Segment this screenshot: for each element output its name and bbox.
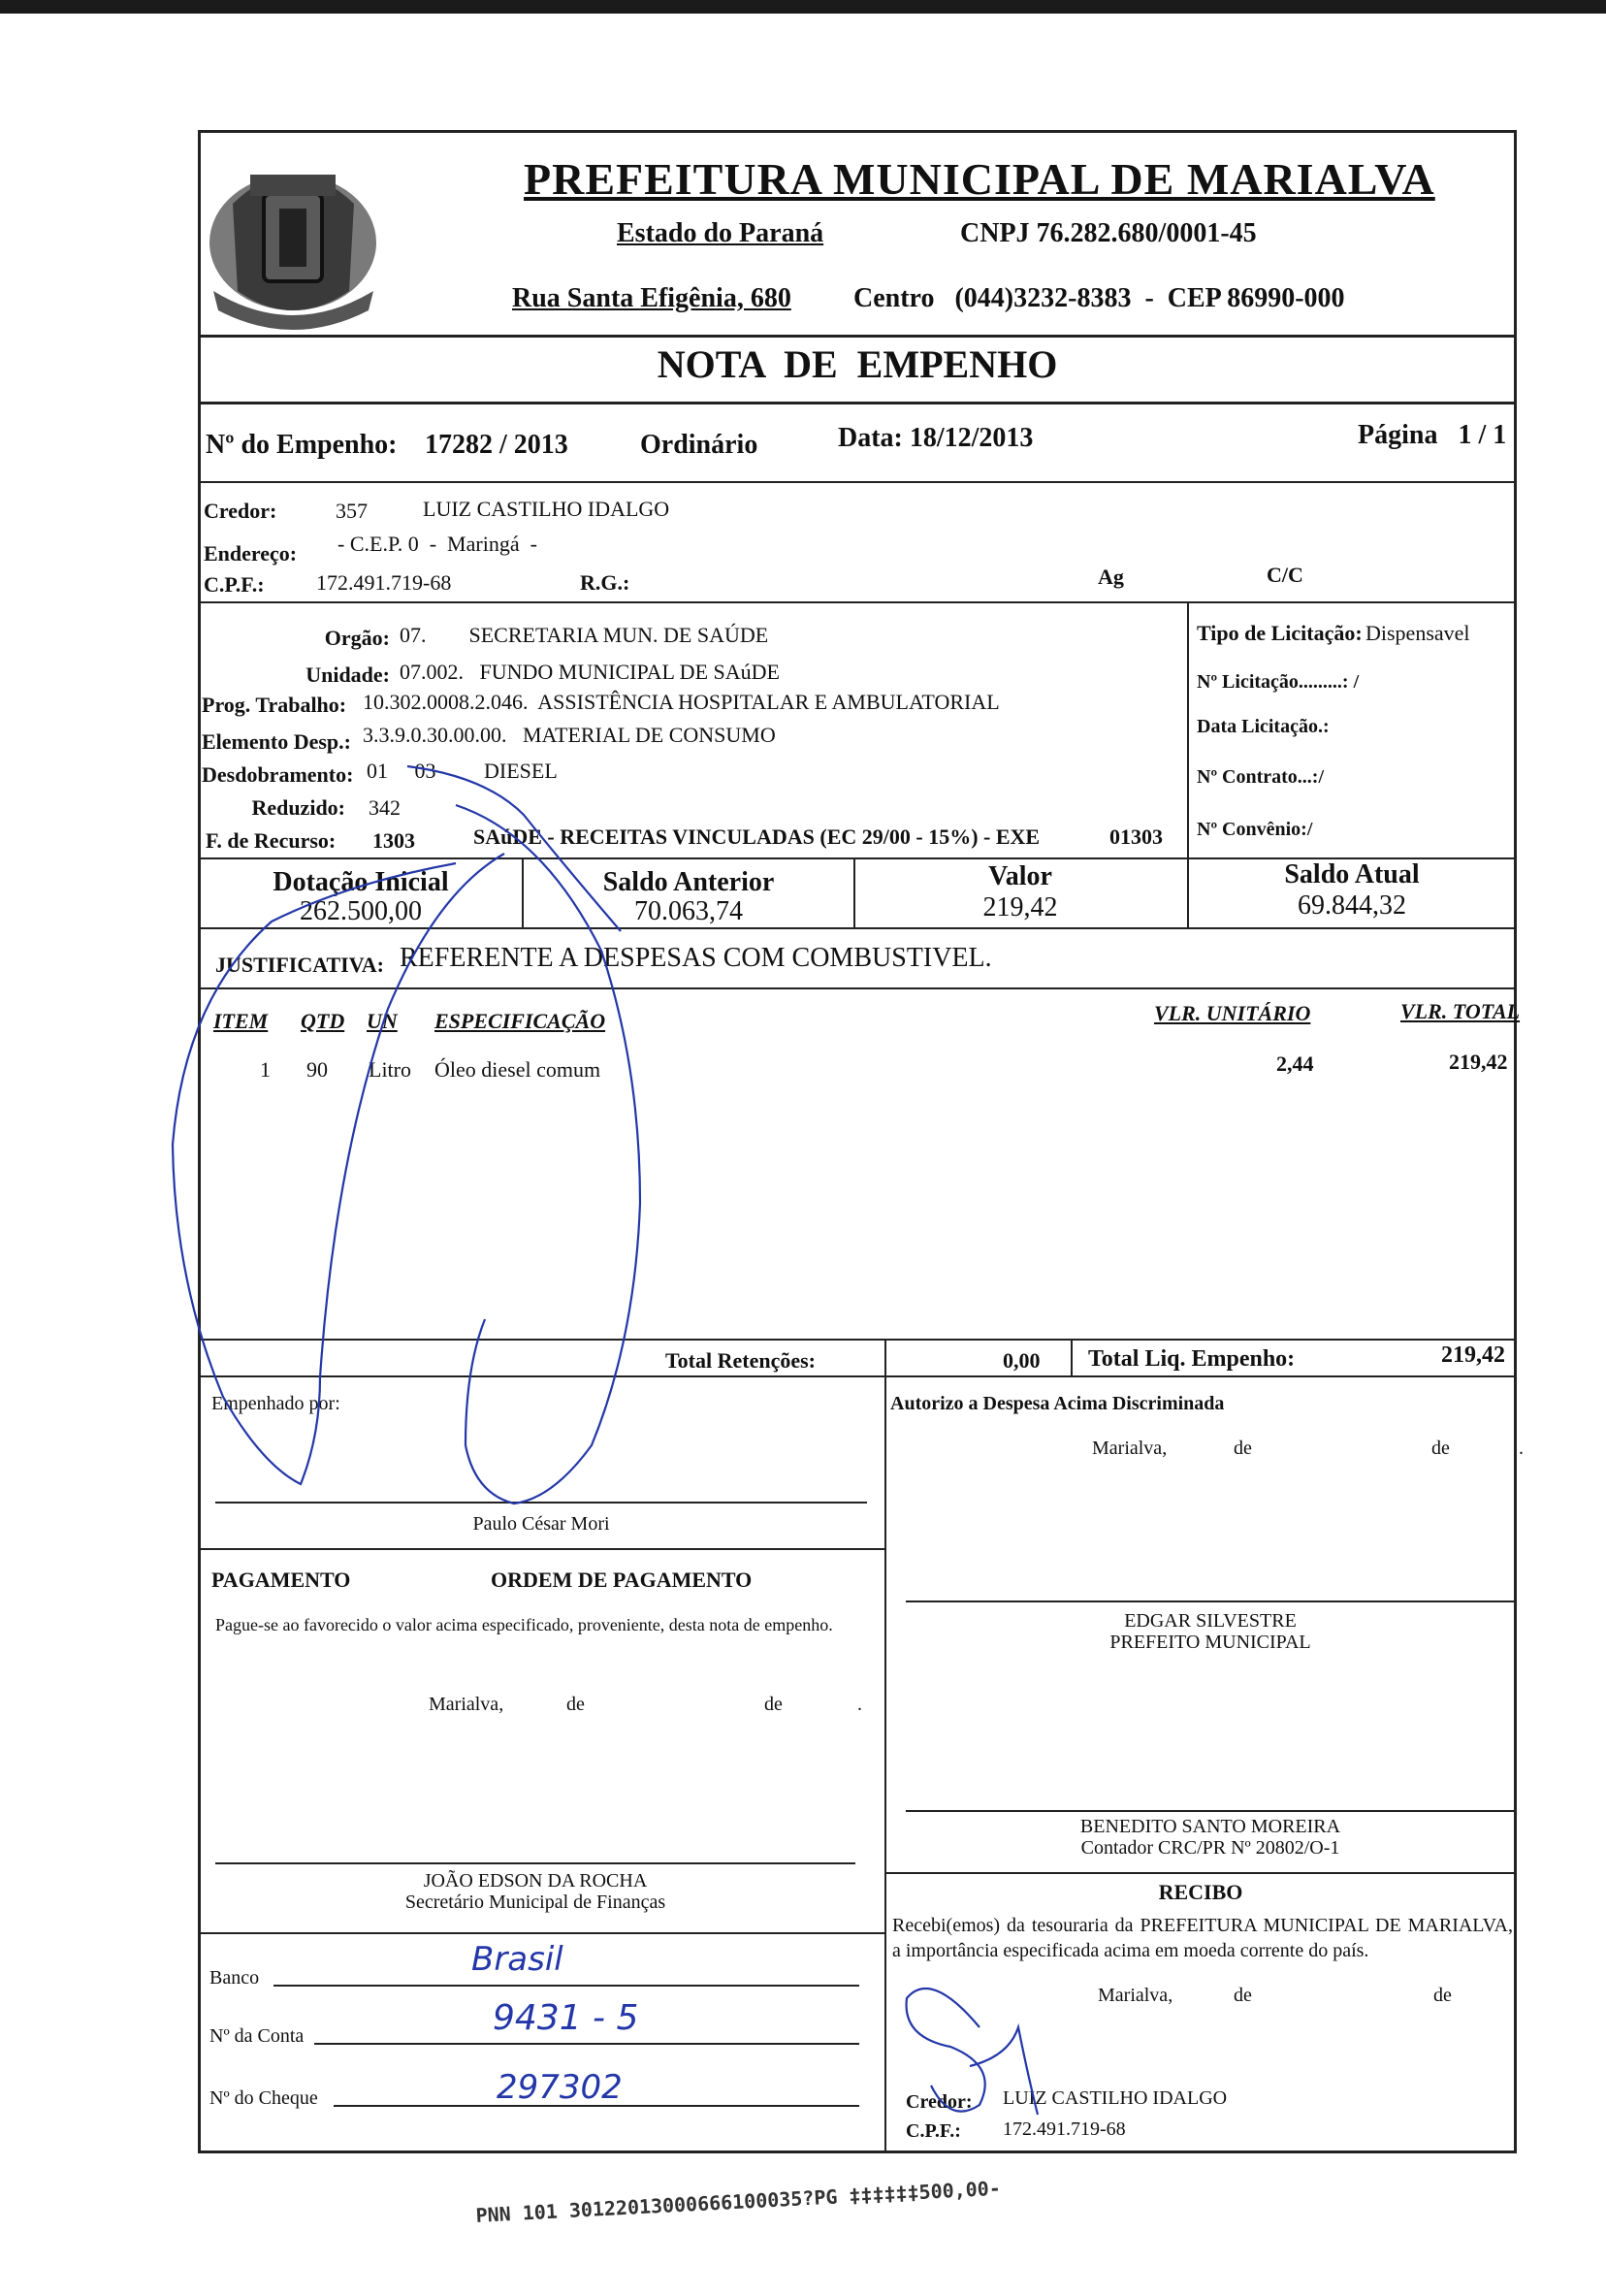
cheque-value: 297302 [497, 2068, 623, 2107]
justificativa-label: JUSTIFICATIVA: [215, 953, 385, 977]
valor-value: 219,42 [982, 892, 1058, 922]
pen-stroke [456, 805, 640, 1504]
col-header-vlr-total: VLR. TOTAL [1400, 999, 1521, 1023]
prefeito-cargo: PREFEITO MUNICIPAL [1109, 1632, 1311, 1653]
page-number: Página 1 / 1 [1358, 420, 1507, 450]
pagamento-ponto: . [857, 1694, 862, 1715]
tipo-licitacao-label: Tipo de Licitação: [1197, 621, 1363, 645]
conta-value: 9431 - 5 [493, 1998, 639, 2038]
street-address: Rua Santa Efigênia, 680 [512, 283, 791, 313]
recibo-de-1: de [1234, 1985, 1252, 2006]
desdobramento-label: Desdobramento: [202, 762, 354, 787]
pagamento-de-1: de [566, 1694, 585, 1715]
col-header-especificacao: ESPECIFICAÇÃO [434, 1009, 606, 1033]
recibo-local: Marialva, [1098, 1985, 1173, 2006]
recurso-label: F. de Recurso: [206, 828, 337, 853]
empenho-number-label: Nº do Empenho: [206, 430, 398, 460]
pen-stroke [173, 854, 504, 1484]
item-description: Óleo diesel comum [434, 1057, 601, 1082]
micr-line: PNN 101 30122013000666100035?PG ‡‡‡‡‡‡500,00- [475, 2176, 1002, 2227]
unidade-value: 07.002. FUNDO MUNICIPAL DE SAúDE [400, 660, 780, 684]
credor-code: 357 [336, 499, 368, 523]
justificativa-text: REFERENTE A DESPESAS COM COMBUSTIVEL. [400, 943, 992, 973]
contador-cargo: Contador CRC/PR Nº 20802/O-1 [1080, 1837, 1340, 1859]
ordem-pagamento-label: ORDEM DE PAGAMENTO [491, 1568, 753, 1592]
dotacao-label: Dotação Inicial [273, 867, 449, 897]
autorizo-de-1: de [1234, 1438, 1252, 1459]
conta-label: Nº da Conta [209, 2025, 305, 2047]
programa-label: Prog. Trabalho: [202, 693, 347, 717]
prefeito-nome: EDGAR SILVESTRE [1124, 1610, 1297, 1632]
cheque-label: Nº do Cheque [209, 2087, 318, 2109]
recibo-cpf-value: 172.491.719-68 [1003, 2118, 1126, 2140]
total-liquido-value: 219,42 [1441, 1342, 1505, 1368]
recibo-text: Recebi(emos) da tesouraria da PREFEITURA MUNICIPAL DE MARIALVA, a importância especificada acima em moeda corrente do país. [892, 1915, 1513, 1961]
secretario-cargo: Secretário Municipal de Finanças [404, 1892, 666, 1913]
col-header-vlr-unitario: VLR. UNITÁRIO [1154, 1001, 1311, 1025]
recibo-cpf-label: C.P.F.: [906, 2120, 961, 2142]
endereco-label: Endereço: [204, 541, 298, 566]
orgao-label: Orgão: [324, 626, 390, 650]
autorizo-local: Marialva, [1092, 1438, 1168, 1459]
total-retencoes-value: 0,00 [1003, 1348, 1041, 1373]
cpf-label: C.P.F.: [204, 572, 265, 597]
tipo-licitacao-value: Dispensavel [1365, 621, 1470, 645]
pagamento-de-2: de [764, 1694, 783, 1715]
municipality-title: PREFEITURA MUNICIPAL DE MARIALVA [524, 154, 1435, 204]
saldo-anterior-value: 70.063,74 [634, 896, 743, 926]
recurso-description: SAúDE - RECEITAS VINCULADAS (EC 29/00 - 15%) - EXE [473, 825, 1041, 849]
contrato-number: Nº Contrato...:/ [1197, 766, 1325, 788]
recibo-de-2: de [1433, 1985, 1452, 2006]
dotacao-value: 262.500,00 [300, 896, 422, 926]
contador-nome: BENEDITO SANTO MOREIRA [1079, 1816, 1341, 1837]
empenho-number: 17282 / 2013 [425, 430, 568, 460]
col-header-qtd: QTD [301, 1009, 345, 1033]
empenho-type: Ordinário [640, 430, 758, 460]
cpf-value: 172.491.719-68 [316, 570, 452, 595]
item-total: 219,42 [1449, 1050, 1508, 1074]
credor-name: LUIZ CASTILHO IDALGO [423, 497, 670, 521]
agencia-label: Ag [1098, 565, 1124, 589]
elemento-label: Elemento Desp.: [202, 729, 351, 754]
pagamento-local: Marialva, [429, 1694, 504, 1715]
saldo-atual-label: Saldo Atual [1284, 859, 1420, 889]
secretario-nome: JOÃO EDSON DA ROCHA [423, 1870, 648, 1892]
recibo-credor-label: Credor: [906, 2091, 973, 2113]
licitacao-number: Nº Licitação.........: / [1197, 671, 1360, 693]
rg-label: R.G.: [580, 570, 630, 595]
valor-label: Valor [988, 861, 1052, 891]
pagamento-text: Pague-se ao favorecido o valor acima especificado, proveniente, desta nota de empenho. [215, 1615, 833, 1634]
credor-label: Credor: [204, 499, 277, 523]
unidade-label: Unidade: [305, 663, 390, 687]
col-header-un: UN [367, 1009, 398, 1033]
banco-label: Banco [209, 1967, 260, 1989]
autorizo-ponto: . [1519, 1438, 1524, 1459]
recibo-title: RECIBO [1158, 1880, 1243, 1904]
total-liquido-label: Total Liq. Empenho: [1088, 1346, 1296, 1372]
saldo-anterior-label: Saldo Anterior [602, 867, 775, 897]
saldo-atual-value: 69.844,32 [1298, 890, 1406, 921]
reduzido-label: Reduzido: [251, 795, 345, 820]
orgao-value: 07. SECRETARIA MUN. DE SAÚDE [400, 623, 769, 647]
total-retencoes-label: Total Retenções: [665, 1348, 816, 1373]
state-label: Estado do Paraná [617, 218, 824, 248]
empenhado-nome: Paulo César Mori [472, 1513, 610, 1535]
item-qty: 90 [306, 1057, 328, 1082]
item-number: 1 [260, 1057, 271, 1082]
cnpj-label: CNPJ 76.282.680/0001-45 [960, 218, 1257, 248]
empenhado-label: Empenhado por: [211, 1393, 340, 1414]
item-unit-price: 2,44 [1276, 1051, 1314, 1076]
reduzido-value: 342 [369, 795, 401, 820]
licitacao-date: Data Licitação.: [1197, 716, 1330, 737]
autorizo-de-2: de [1431, 1438, 1450, 1459]
address-contact: Centro (044)3232-8383 - CEP 86990-000 [853, 283, 1345, 313]
programa-value: 10.302.0008.2.046. ASSISTÊNCIA HOSPITALAR E AMBULATORIAL [363, 690, 1000, 714]
col-header-item: ITEM [213, 1009, 269, 1033]
pen-stroke [407, 766, 621, 931]
autorizo-text: Autorizo a Despesa Acima Discriminada [890, 1393, 1225, 1414]
endereco-value: - C.E.P. 0 - Maringá - [337, 532, 537, 556]
desdobramento-value: 01 03 DIESEL [367, 759, 558, 783]
empenho-date: Data: 18/12/2013 [838, 423, 1034, 453]
recibo-credor-name: LUIZ CASTILHO IDALGO [1003, 2087, 1228, 2109]
elemento-value: 3.3.9.0.30.00.00. MATERIAL DE CONSUMO [363, 723, 776, 747]
signature-stroke [907, 1989, 1038, 2115]
recurso-code: 1303 [372, 828, 415, 853]
conta-corrente-label: C/C [1267, 563, 1303, 587]
convenio-number: Nº Convênio:/ [1197, 819, 1313, 840]
recurso-number: 01303 [1109, 825, 1163, 849]
pagamento-label: PAGAMENTO [211, 1568, 351, 1592]
banco-value: Brasil [471, 1940, 563, 1979]
item-unit: Litro [369, 1057, 411, 1082]
document-title: NOTA DE EMPENHO [657, 342, 1058, 386]
